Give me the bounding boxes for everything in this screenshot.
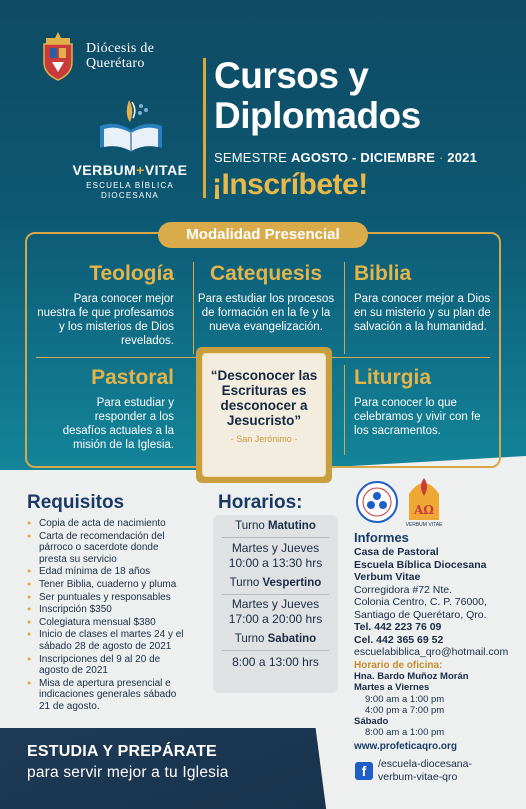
shift-days: Martes y Jueves	[231, 541, 320, 555]
verbum-vitae-alpha-omega-icon	[405, 476, 443, 522]
shift-time: 10:00 a 13:30 hrs	[228, 556, 323, 570]
modality-badge: Modalidad Presencial	[158, 222, 368, 248]
course-title: Liturgia	[354, 366, 431, 389]
facebook-link[interactable]	[378, 758, 472, 784]
verbum-vitae-wordmark	[60, 162, 200, 178]
address-line: Corregidora #72 Nte.	[354, 583, 453, 596]
phone-line: Tel. 442 223 76 09	[354, 621, 442, 633]
requirement-item: ● Colegiatura mensual $380	[27, 617, 187, 629]
website-link[interactable]: www.profeticaqro.org	[354, 741, 457, 752]
footer-slogan-title: ESTUDIA Y PREPÁRATE	[27, 743, 217, 760]
course-title: Catequesis	[209, 262, 323, 285]
office-weekday-time: 4:00 pm a 7:00 pm	[365, 704, 445, 716]
badge-label: VERBUM VITAE	[405, 522, 443, 528]
alpha-omega-glyph: AΩ	[414, 503, 434, 517]
info-title: Informes	[354, 530, 409, 545]
course-desc: Para estudiar los procesos de formación en la fe y la nueva evangelización.	[197, 293, 335, 333]
semester-year: 2021	[447, 150, 478, 165]
school-line2: DIOCESANA	[101, 191, 159, 200]
office-hours-title: Horario de oficina:	[354, 660, 443, 671]
semester-line	[214, 150, 477, 165]
diocese-crest-icon	[38, 30, 78, 82]
requirement-item: ● Tener Biblia, cuaderno y pluma	[27, 579, 187, 591]
facebook-line1: /escuela-diocesana-	[378, 758, 472, 770]
requirement-item: ● Inscripciones del 9 al 20 de agosto de 2021	[27, 654, 187, 677]
shift-saturday-label	[213, 633, 338, 645]
diocese-line1: Diócesis de	[86, 41, 155, 56]
shift-saturday-schedule	[213, 655, 338, 670]
grid-divider	[193, 262, 194, 354]
quote-author: - San Jerónimo -	[230, 434, 298, 444]
address-line: Santiago de Querétaro, Qro.	[354, 608, 487, 621]
facebook-line2: verbum-vitae-qro	[378, 771, 458, 783]
shift-time: 8:00 a 13:00 hrs	[232, 655, 319, 669]
turno-word: Turno	[235, 520, 265, 532]
requirement-item: ● Carta de recomendación del párroco o sacerdote donde presta su servicio	[27, 531, 187, 566]
grid-divider	[36, 357, 196, 358]
requirement-item: ● Copia de acta de nacimiento	[27, 518, 187, 530]
facebook-icon[interactable]: f	[355, 762, 373, 780]
semester-dot: ·	[438, 150, 444, 165]
shift-name: Matutino	[267, 520, 316, 532]
quote-card	[196, 347, 332, 483]
verbum-plus: +	[136, 162, 145, 178]
divider	[222, 537, 329, 538]
course-pastoral	[50, 366, 174, 452]
signup-cta-heading: ¡Inscríbete!	[212, 168, 368, 201]
info-org-line: Verbum Vitae	[354, 571, 421, 583]
grid-divider	[344, 262, 345, 354]
shift-days: Martes y Jueves	[231, 597, 320, 611]
divider	[222, 650, 329, 651]
shift-time: 17:00 a 20:00 hrs	[228, 612, 323, 626]
diocese-brand	[38, 30, 154, 82]
semester-prefix: SEMESTRE	[214, 150, 288, 165]
info-block	[354, 546, 520, 659]
course-biblia	[354, 262, 494, 334]
turno-word: Turno	[234, 633, 265, 645]
page-title	[214, 56, 421, 136]
email-link[interactable]: escuelabiblica_qro@hotmail.com	[354, 646, 509, 658]
requirement-item: ● Misa de apertura presencial e indicaciones generales sábado 21 de agosto.	[27, 678, 187, 713]
shift-evening-label	[213, 577, 338, 589]
requirements-title: Requisitos	[27, 492, 125, 513]
shift-name: Vespertino	[262, 577, 322, 589]
course-liturgia	[354, 366, 484, 438]
office-weekday-time: 9:00 am a 1:00 pm	[365, 693, 445, 705]
office-saturday-time: 8:00 am a 1:00 pm	[365, 727, 445, 739]
requirements-list	[27, 518, 187, 714]
verbum-vitae-book-icon	[96, 96, 166, 158]
turno-word: Turno	[229, 577, 260, 589]
semester-range: AGOSTO - DICIEMBRE	[290, 150, 436, 165]
footer-slogan-subtitle: para servir mejor a tu Iglesia	[27, 764, 229, 781]
verbum-word: VERBUM	[72, 162, 137, 178]
course-catequesis	[196, 262, 336, 334]
requirement-item: ● Inscripción $350	[27, 604, 187, 616]
office-person: Hna. Bardo Muñoz Morán	[354, 671, 469, 682]
shift-morning-label	[213, 520, 338, 532]
office-saturday-label: Sábado	[354, 716, 389, 728]
schedule-title: Horarios:	[218, 492, 303, 513]
course-title: Pastoral	[91, 366, 174, 389]
school-line1: ESCUELA BÍBLICA	[86, 181, 174, 190]
title-line2: Diplomados	[214, 95, 421, 136]
office-hours-block	[354, 671, 520, 739]
course-teologia	[36, 262, 174, 348]
requirement-item: ● Ser puntuales y responsables	[27, 592, 187, 604]
title-accent-bar	[203, 58, 206, 198]
course-desc: Para conocer mejor nuestra fe que profesamos y los misterios de Dios revelados.	[37, 293, 174, 347]
course-title: Biblia	[354, 262, 412, 285]
title-line1: Cursos y	[214, 55, 369, 96]
vitae-word: VITAE	[144, 162, 188, 178]
quote-text: “Desconocer las Escrituras es desconocer a Jesucristo”	[210, 368, 318, 428]
course-title: Teología	[89, 262, 174, 285]
address-line: Colonia Centro, C. P. 76000,	[354, 596, 487, 608]
grid-divider	[332, 357, 490, 358]
phone-line: Cel. 442 365 69 52	[354, 633, 444, 646]
office-weekday-label: Martes a Viernes	[354, 682, 430, 694]
info-org-line: Escuela Bíblica Diocesana	[354, 558, 487, 571]
shift-name: Sabatino	[267, 633, 317, 645]
diocese-line2: Querétaro	[86, 56, 145, 71]
shift-morning-schedule	[213, 541, 338, 571]
info-org-line: Casa de Pastoral	[354, 546, 439, 558]
divider	[222, 594, 329, 595]
course-desc: Para estudiar y responder a los desafíos actuales a la misión de la Iglesia.	[62, 397, 174, 451]
school-name	[60, 181, 200, 201]
requirement-item: ● Edad mínima de 18 años	[27, 566, 187, 578]
shift-evening-schedule	[213, 597, 338, 627]
pastoral-commission-seal-icon	[355, 480, 399, 524]
course-desc: Para conocer mejor a Dios en su misterio y su plan de salvación a la humanidad.	[354, 293, 491, 333]
requirement-item: ● Inicio de clases el martes 24 y el sábado 28 de agosto de 2021	[27, 629, 187, 652]
grid-divider	[344, 365, 345, 455]
course-desc: Para conocer lo que celebramos y vivir con fe los sacramentos.	[354, 397, 481, 437]
